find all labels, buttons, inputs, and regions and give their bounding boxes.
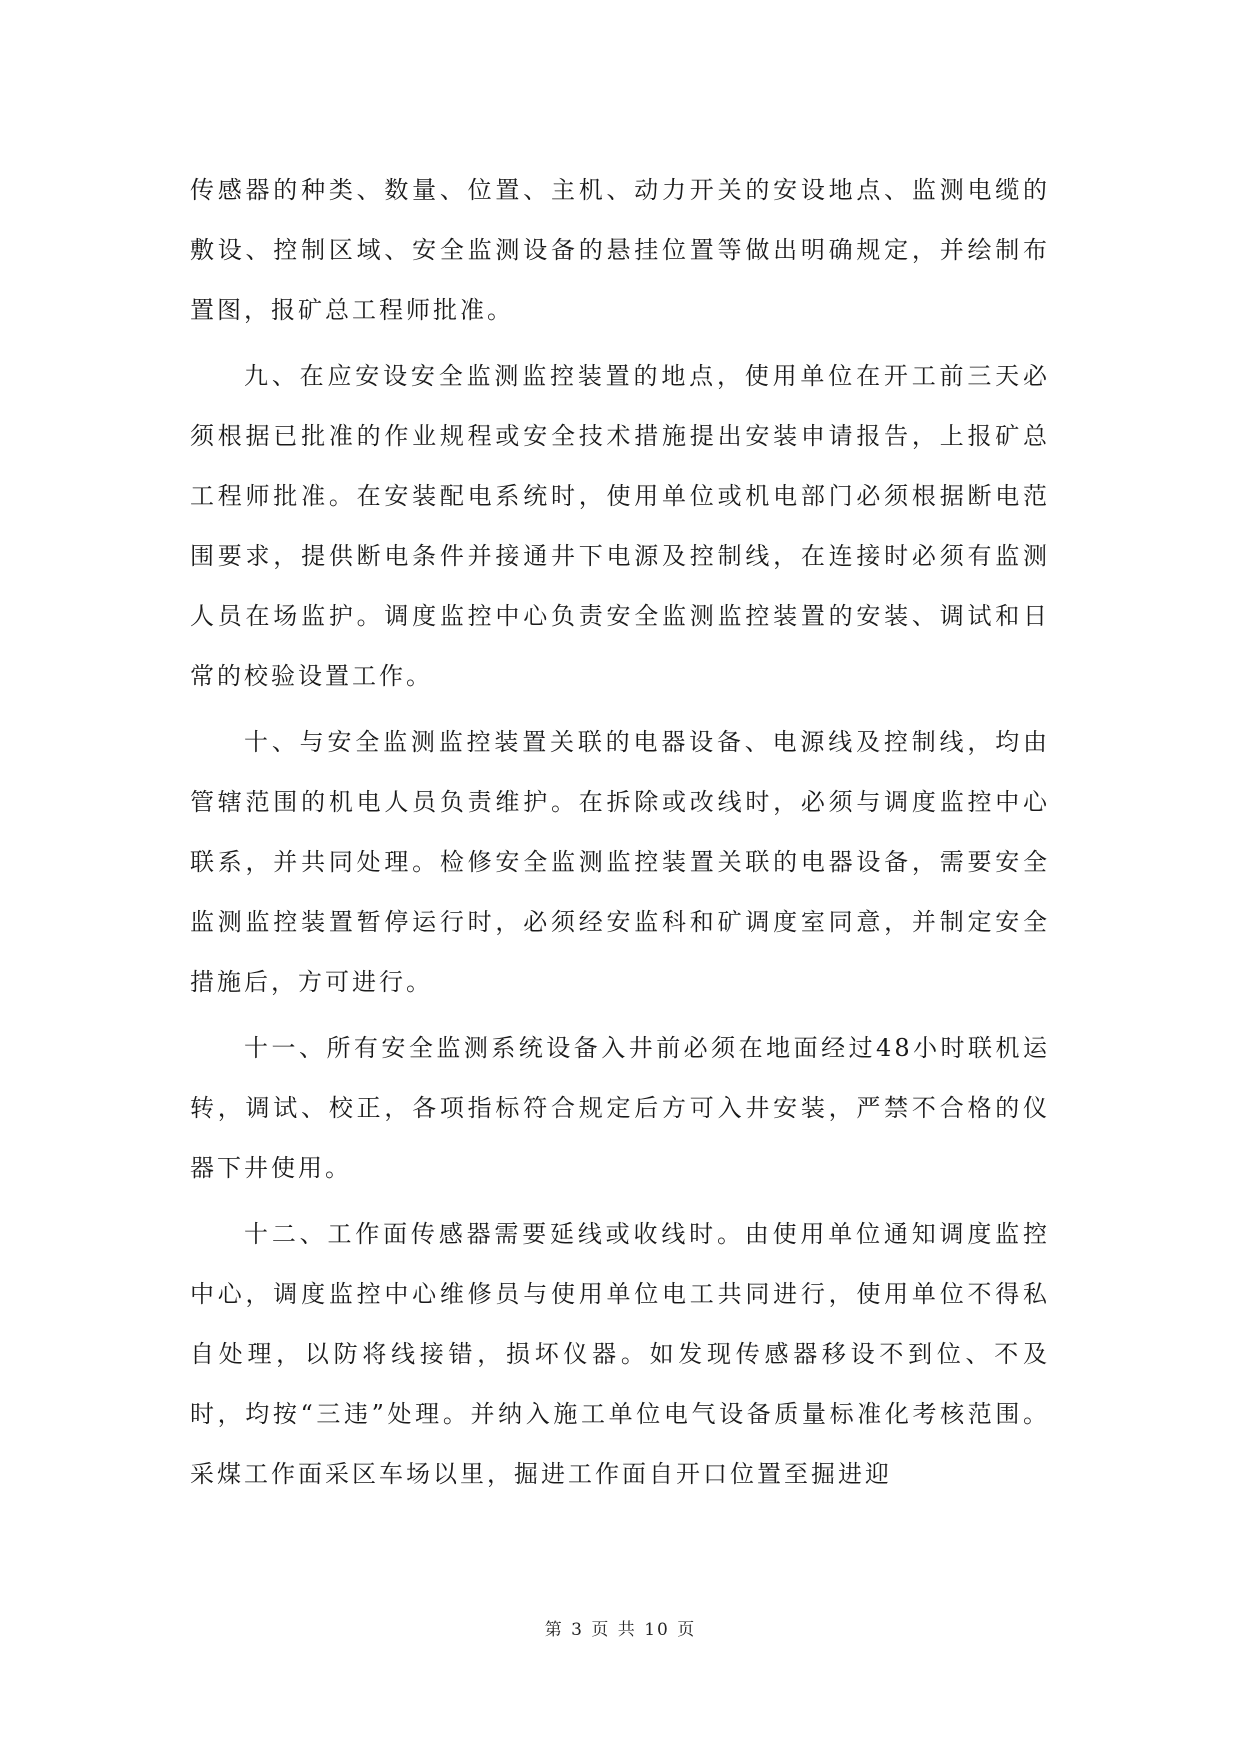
document-body: [190, 160, 1050, 1504]
paragraph-item-10: 十、与安全监测监控装置关联的电器设备、电源线及控制线，均由管辖范围的机电人员负责维护。在拆除或改线时，必须与调度监控中心联系，并共同处理。检修安全监测监控装置关联的电器设备，需要安全监测监控装置暂停运行时，必须经安监科和矿调度室同意，并制定安全措施后，方可进行。: [190, 728, 1050, 996]
paragraph-item-9: 九、在应安设安全监测监控装置的地点，使用单位在开工前三天必须根据已批准的作业规程或安全技术措施提出安装申请报告，上报矿总工程师批准。在安装配电系统时，使用单位或机电部门必须根据断电范围要求，提供断电条件并接通井下电源及控制线，在连接时必须有监测人员在场监护。调度监控中心负责安全监测监控装置的安装、调试和日常的校验设置工作。: [190, 362, 1050, 690]
paragraph-item-12: 十二、工作面传感器需要延线或收线时。由使用单位通知调度监控中心，调度监控中心维修员与使用单位电工共同进行，使用单位不得私自处理，以防将线接错，损坏仪器。如发现传感器移设不到位、不及时，均按“三违”处理。并纳入施工单位电气设备质量标准化考核范围。采煤工作面采区车场以里，掘进工作面自开口位置至掘进迎: [190, 1220, 1050, 1488]
paragraph-continuation: 传感器的种类、数量、位置、主机、动力开关的安设地点、监测电缆的敷设、控制区域、安全监测设备的悬挂位置等做出明确规定，并绘制布置图，报矿总工程师批准。: [190, 176, 1050, 324]
page-number-footer: 第 3 页 共 10 页: [544, 1620, 697, 1640]
paragraph-item-11: 十一、所有安全监测系统设备入井前必须在地面经过48小时联机运转，调试、校正，各项指标符合规定后方可入井安装，严禁不合格的仪器下井使用。: [190, 1034, 1050, 1182]
